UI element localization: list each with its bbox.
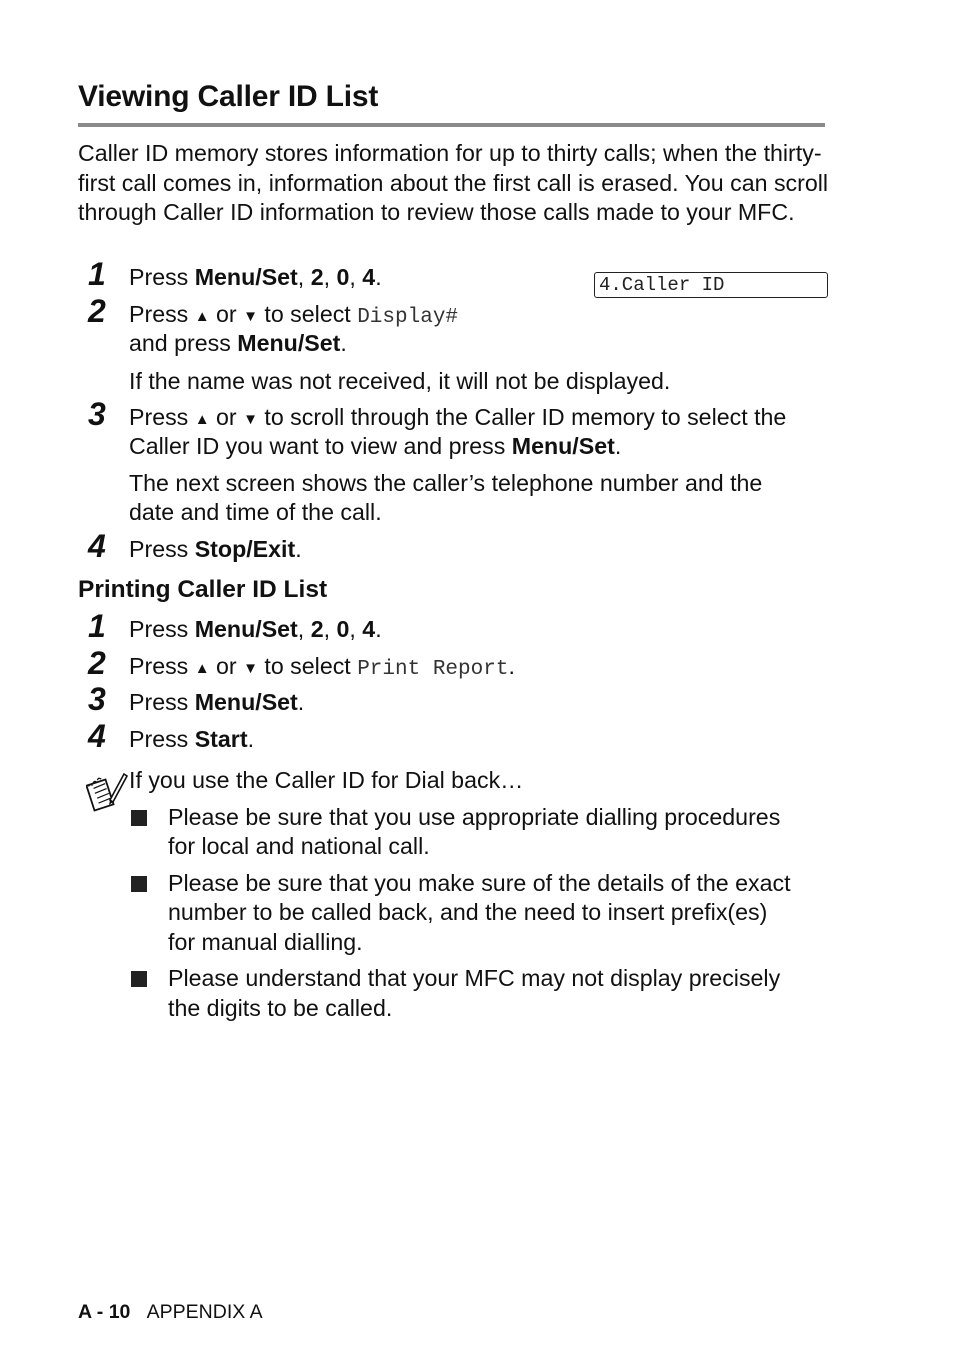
down-arrow-icon: ▼ [243, 411, 258, 428]
up-arrow-icon: ▲ [194, 308, 210, 325]
step-note: date and time of the call. [129, 499, 382, 525]
step-number: 3 [88, 396, 106, 432]
step-number: 2 [88, 293, 106, 329]
bullet-marker [131, 810, 147, 826]
up-arrow-icon: ▲ [194, 660, 210, 677]
step-number: 4 [88, 718, 106, 754]
page-number: A - 10 [78, 1301, 131, 1323]
down-arrow-icon: ▼ [243, 660, 258, 677]
step-text: Press ▲ or ▼ to select Print Report. [129, 653, 515, 681]
note-heading: If you use the Caller ID for Dial back… [129, 767, 524, 793]
note-bullet-line: the digits to be called. [168, 995, 393, 1021]
step-note: The next screen shows the caller’s telephone number and the [129, 470, 763, 496]
title-rule [78, 123, 825, 127]
step-text: Press Stop/Exit. [129, 536, 302, 562]
step-text: Caller ID you want to view and press Menu/Set. [129, 433, 622, 459]
note-bullet-line: for manual dialling. [168, 929, 363, 955]
step-note: If the name was not received, it will not be displayed. [129, 368, 671, 394]
step-text: Press Start. [129, 726, 255, 752]
step-text: Press ▲ or ▼ to scroll through the Caller ID memory to select the [129, 404, 787, 430]
note-bullet-line: for local and national call. [168, 833, 430, 859]
up-arrow-icon: ▲ [194, 411, 210, 428]
step-number: 2 [88, 645, 106, 681]
down-arrow-icon: ▼ [243, 308, 258, 325]
step-text: Press Menu/Set, 2, 0, 4. [129, 264, 382, 290]
footer-section: APPENDIX A [146, 1301, 263, 1323]
step-text: Press Menu/Set, 2, 0, 4. [129, 616, 382, 642]
note-bullet-line: Please be sure that you make sure of the details of the exact [168, 870, 791, 896]
note-bullet-line: number to be called back, and the need to insert prefix(es) [168, 899, 768, 925]
bullet-marker [131, 876, 147, 892]
intro-paragraph: Caller ID memory stores information for up to thirty calls; when the thirty-first call comes in, information about the first call is erased. You can scroll through Caller ID information to review those calls made to your MFC. [78, 140, 829, 225]
step-number: 1 [88, 256, 106, 292]
note-bullet-line: Please be sure that you use appropriate dialling procedures [168, 804, 781, 830]
step-text: Press Menu/Set. [129, 689, 305, 715]
page-title: Viewing Caller ID List [78, 80, 379, 113]
step-number: 3 [88, 681, 106, 717]
lcd-display: 4.Caller ID [594, 272, 828, 298]
note-bullet-line: Please understand that your MFC may not display precisely [168, 965, 781, 991]
bullet-marker [131, 971, 147, 987]
step-text: Press ▲ or ▼ to select Display# [129, 301, 459, 329]
notepad-pencil-icon [86, 770, 128, 812]
page-footer [78, 1301, 263, 1324]
step-text: and press Menu/Set. [129, 330, 347, 356]
section-subtitle: Printing Caller ID List [78, 576, 328, 603]
step-number: 4 [88, 528, 106, 564]
step-number: 1 [88, 608, 106, 644]
